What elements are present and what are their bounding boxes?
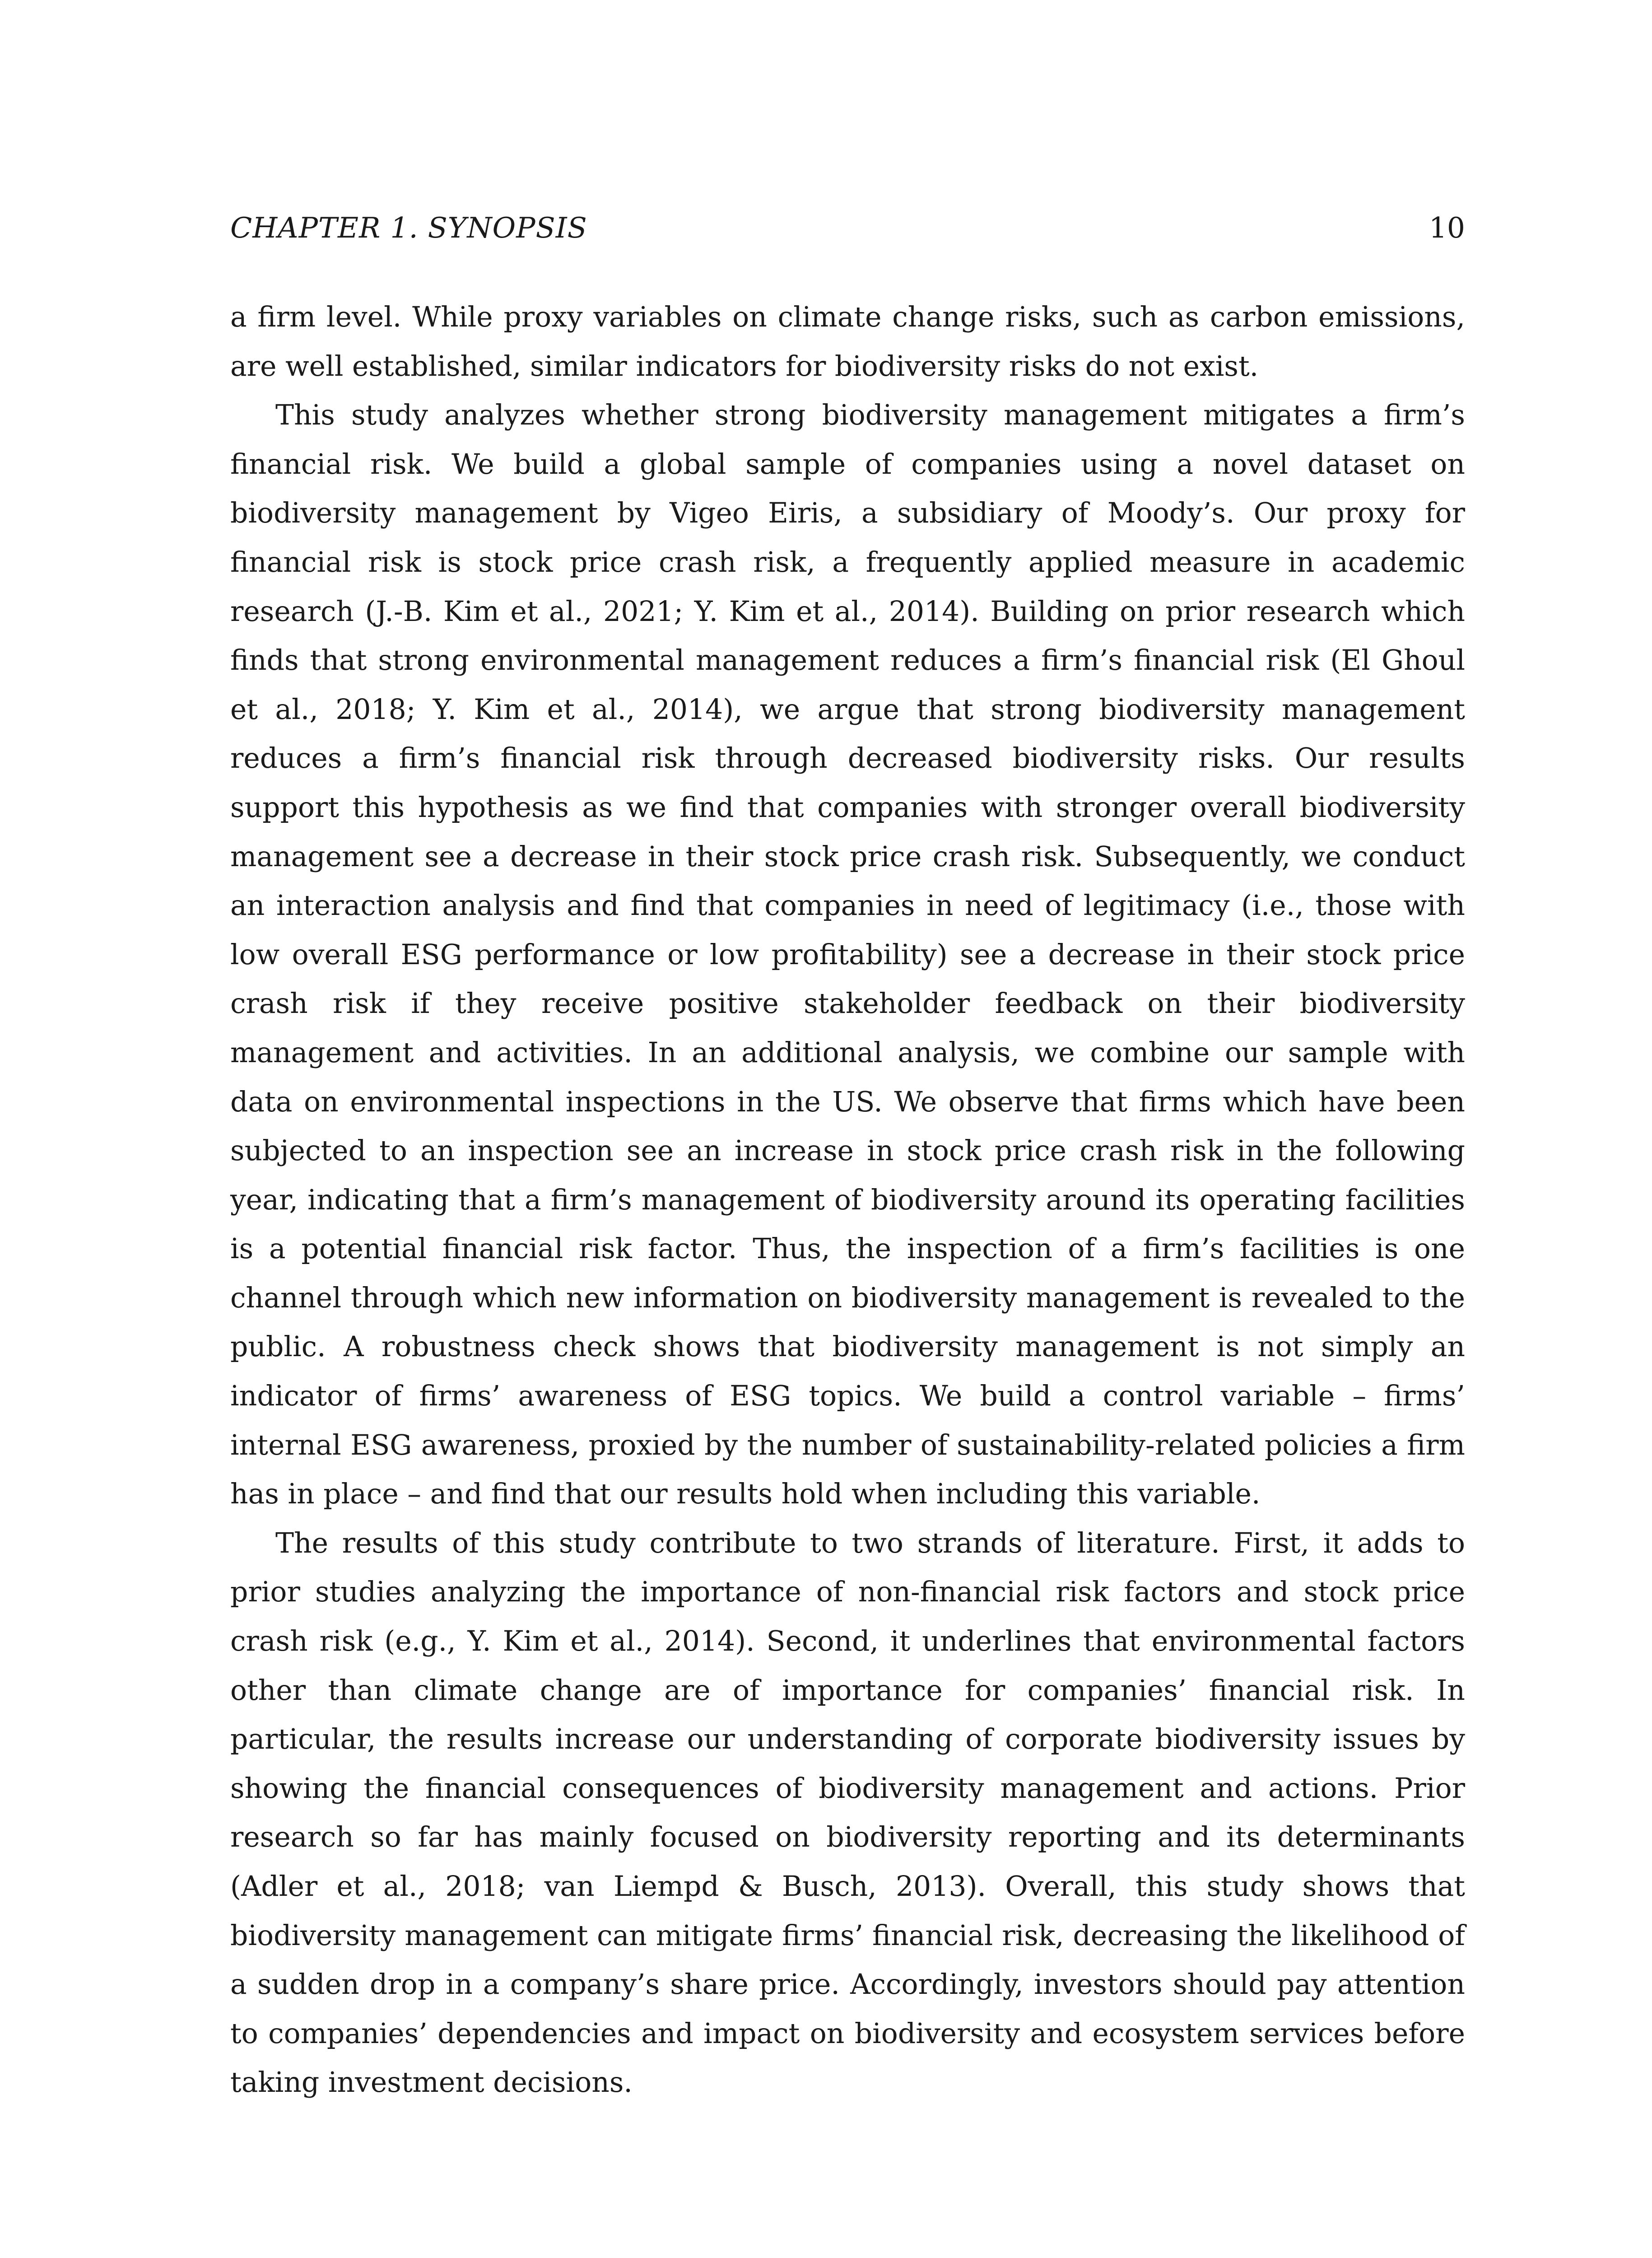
running-header (230, 211, 1465, 252)
page-number: 10 (1429, 211, 1465, 244)
paragraph-contribution: The results of this study contribute to two strands of literature. First, it adds to prior studies analyzing the importance of non-financial risk factors and stock price crash risk (e.g., Y. Kim et al., 2014). Second, it underlines that environmental factors other than climate change are of importance for companies’ financial risk. In particular, the results increase our understanding of corporate biodiversity issues by showing the financial consequences of biodiversity management and actions. Prior research so far has mainly focused on biodiversity reporting and its determinants (Adler et al., 2018; van Liempd & Busch, 2013). Overall, this study shows that biodiversity management can mitigate firms’ financial risk, decreasing the likelihood of a sudden drop in a company’s share price. Accordingly, investors should pay attention to companies’ dependencies and impact on biodiversity and ecosystem services before taking investment decisions. (230, 1526, 1465, 2099)
body-text (230, 293, 1465, 2107)
paragraph-continuation: a firm level. While proxy variables on climate change risks, such as carbon emissions, are well established, similar indicators for biodiversity risks do not exist. (230, 301, 1465, 383)
chapter-title: CHAPTER 1. SYNOPSIS (230, 211, 587, 244)
paragraph-study-summary: This study analyzes whether strong biodiversity management mitigates a firm’s financial risk. We build a global sample of companies using a novel dataset on biodiversity management by Vigeo Eiris, a subsidiary of Moody’s. Our proxy for financial risk is stock price crash risk, a frequently applied measure in academic research (J.-B. Kim et al., 2021; Y. Kim et al., 2014). Building on prior research which finds that strong environmental management reduces a firm’s financial risk (El Ghoul et al., 2018; Y. Kim et al., 2014), we argue that strong biodiversity management reduces a firm’s financial risk through decreased biodiversity risks. Our results support this hypothesis as we find that companies with stronger overall biodiversity management see a decrease in their stock price crash risk. Subsequently, we conduct an interaction analysis and find that companies in need of legitimacy (i.e., those with low overall ESG performance or low profitability) see a decrease in their stock price crash risk if they receive positive stakeholder feedback on their biodiversity management and activities. In an additional analysis, we combine our sample with data on environmental inspections in the US. We observe that firms which have been subjected to an inspection see an increase in stock price crash risk in the following year, indicating that a firm’s management of biodiversity around its operating facilities is a potential financial risk factor. Thus, the inspection of a firm’s facilities is one channel through which new information on biodiversity management is revealed to the public. A robustness check shows that biodiversity management is not simply an indicator of firms’ awareness of ESG topics. We build a control variable – firms’ internal ESG awareness, proxied by the number of sustainability-related policies a firm has in place – and find that our results hold when including this variable. (230, 399, 1465, 1511)
